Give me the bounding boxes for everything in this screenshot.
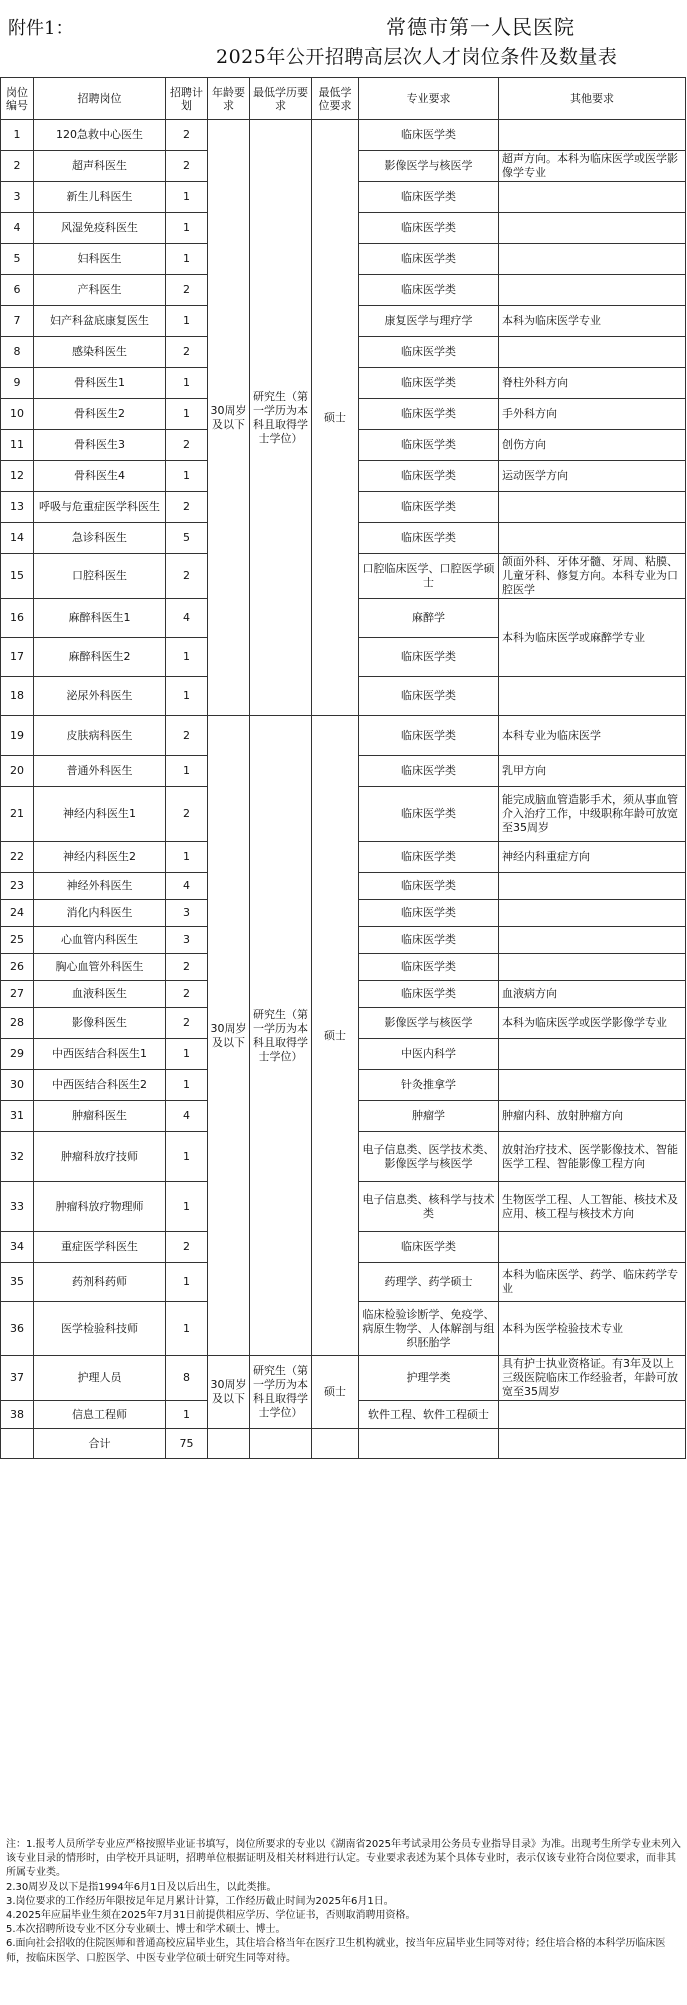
cell-other: [499, 337, 686, 368]
cell-plan: 1: [166, 677, 208, 716]
col-header-plan: 招聘计划: [166, 78, 208, 120]
cell-post: 神经内科医生1: [34, 787, 166, 842]
cell-plan: 1: [166, 368, 208, 399]
cell-post: 影像科医生: [34, 1008, 166, 1039]
cell-plan: 1: [166, 244, 208, 275]
cell-major: 临床医学类: [359, 716, 499, 756]
cell-other: 本科为临床医学或麻醉学专业: [499, 599, 686, 677]
footnote: 4.2025年应届毕业生须在2025年7月31日前提供相应学历、学位证书，否则取消聘用资格。: [6, 1910, 416, 1922]
cell-no: 1: [1, 120, 34, 151]
cell-plan: 2: [166, 120, 208, 151]
cell-education: 研究生（第一学历为本科且取得学士学位）: [250, 1356, 312, 1429]
cell-no: 2: [1, 151, 34, 182]
cell-no: 37: [1, 1356, 34, 1401]
cell-plan: 1: [166, 306, 208, 337]
cell-no: 10: [1, 399, 34, 430]
cell-no: 30: [1, 1070, 34, 1101]
cell-major: 口腔临床医学、口腔医学硕士: [359, 554, 499, 599]
cell-major: 临床医学类: [359, 677, 499, 716]
cell-empty: [250, 1429, 312, 1459]
cell-no: 35: [1, 1263, 34, 1302]
cell-plan: 2: [166, 554, 208, 599]
cell-other: 肿瘤内科、放射肿瘤方向: [499, 1101, 686, 1132]
footnote: 6.面向社会招收的住院医师和普通高校应届毕业生，其住培合格当年在医疗卫生机构就业，按当年应届毕业生同等对待；经住培合格的本科学历临床医师，按临床医学、口腔医学、中医专业学位硕士研究生同等对待。: [6, 1938, 666, 1964]
cell-plan: 2: [166, 954, 208, 981]
cell-no: 8: [1, 337, 34, 368]
cell-other: [499, 954, 686, 981]
cell-other: [499, 275, 686, 306]
cell-age: 30周岁及以下: [208, 716, 250, 1356]
cell-other: 运动医学方向: [499, 461, 686, 492]
cell-no: 28: [1, 1008, 34, 1039]
cell-no: 16: [1, 599, 34, 638]
cell-major: 电子信息类、核科学与技术类: [359, 1182, 499, 1232]
cell-plan: 1: [166, 1070, 208, 1101]
cell-no: 15: [1, 554, 34, 599]
table-total-row: [1, 1429, 686, 1459]
cell-plan: 2: [166, 1232, 208, 1263]
table-row: [1, 1356, 686, 1401]
cell-no: 3: [1, 182, 34, 213]
cell-no: 24: [1, 900, 34, 927]
cell-post: 心血管内科医生: [34, 927, 166, 954]
cell-post: 药剂科药师: [34, 1263, 166, 1302]
cell-major: 影像医学与核医学: [359, 1008, 499, 1039]
col-header-education: 最低学历要求: [250, 78, 312, 120]
cell-post: 产科医生: [34, 275, 166, 306]
footnote: 3.岗位要求的工作经历年限按足年足月累计计算，工作经历截止时间为2025年6月1日。: [6, 1895, 394, 1907]
cell-no: 34: [1, 1232, 34, 1263]
cell-post: 普通外科医生: [34, 756, 166, 787]
cell-major: 影像医学与核医学: [359, 151, 499, 182]
cell-plan: 3: [166, 927, 208, 954]
cell-plan: 5: [166, 523, 208, 554]
cell-major: 药理学、药学硕士: [359, 1263, 499, 1302]
cell-post: 医学检验科技师: [34, 1302, 166, 1356]
cell-other: 创伤方向: [499, 430, 686, 461]
cell-no: 31: [1, 1101, 34, 1132]
cell-post: 风湿免疫科医生: [34, 213, 166, 244]
cell-no: 21: [1, 787, 34, 842]
cell-plan: 8: [166, 1356, 208, 1401]
cell-post: 信息工程师: [34, 1401, 166, 1429]
cell-other: 本科为临床医学、药学、临床药学专业: [499, 1263, 686, 1302]
cell-plan: 3: [166, 900, 208, 927]
cell-no: 17: [1, 638, 34, 677]
positions-table: [0, 77, 686, 1459]
cell-major: 临床医学类: [359, 182, 499, 213]
cell-plan: 1: [166, 461, 208, 492]
cell-plan: 2: [166, 430, 208, 461]
cell-other: [499, 873, 686, 900]
cell-post: 中西医结合科医生2: [34, 1070, 166, 1101]
cell-plan: 1: [166, 1039, 208, 1070]
cell-major: 中医内科学: [359, 1039, 499, 1070]
cell-major: 临床医学类: [359, 399, 499, 430]
cell-empty: [1, 1429, 34, 1459]
cell-post: 骨科医生3: [34, 430, 166, 461]
cell-no: 11: [1, 430, 34, 461]
cell-major: 临床医学类: [359, 1232, 499, 1263]
cell-no: 6: [1, 275, 34, 306]
cell-no: 18: [1, 677, 34, 716]
col-header-degree: 最低学位要求: [312, 78, 359, 120]
cell-post: 肿瘤科医生: [34, 1101, 166, 1132]
cell-no: 29: [1, 1039, 34, 1070]
cell-post: 泌尿外科医生: [34, 677, 166, 716]
cell-major: 临床医学类: [359, 787, 499, 842]
cell-other: 血液病方向: [499, 981, 686, 1008]
cell-post: 妇科医生: [34, 244, 166, 275]
table-row: [1, 716, 686, 756]
page-title: 常德市第一人民医院: [386, 15, 575, 39]
cell-plan: 2: [166, 275, 208, 306]
cell-major: 临床医学类: [359, 756, 499, 787]
cell-no: 13: [1, 492, 34, 523]
cell-other: 乳甲方向: [499, 756, 686, 787]
cell-other: [499, 213, 686, 244]
cell-major: 软件工程、软件工程硕士: [359, 1401, 499, 1429]
cell-other: 具有护士执业资格证。有3年及以上三级医院临床工作经验者，年龄可放宽至35周岁: [499, 1356, 686, 1401]
cell-post: 超声科医生: [34, 151, 166, 182]
cell-major: 临床医学类: [359, 213, 499, 244]
total-plan: 75: [166, 1429, 208, 1459]
cell-other: 颌面外科、牙体牙髓、牙周、粘膜、儿童牙科、修复方向。本科专业为口腔医学: [499, 554, 686, 599]
cell-other: 超声方向。本科为临床医学或医学影像学专业: [499, 151, 686, 182]
cell-other: [499, 900, 686, 927]
cell-empty: [312, 1429, 359, 1459]
cell-post: 120急救中心医生: [34, 120, 166, 151]
cell-plan: 1: [166, 182, 208, 213]
footnotes: [6, 1838, 681, 1966]
cell-major: 临床医学类: [359, 368, 499, 399]
table-row: [1, 120, 686, 151]
cell-plan: 4: [166, 873, 208, 900]
cell-other: 能完成脑血管造影手术，须从事血管介入治疗工作，中级职称年龄可放宽至35周岁: [499, 787, 686, 842]
cell-post: 胸心血管外科医生: [34, 954, 166, 981]
col-header-other: 其他要求: [499, 78, 686, 120]
cell-major: 临床医学类: [359, 492, 499, 523]
cell-major: 临床医学类: [359, 523, 499, 554]
cell-major: 临床检验诊断学、免疫学、病原生物学、人体解剖与组织胚胎学: [359, 1302, 499, 1356]
cell-major: 临床医学类: [359, 900, 499, 927]
cell-other: [499, 1232, 686, 1263]
cell-age: 30周岁及以下: [208, 1356, 250, 1429]
cell-no: 27: [1, 981, 34, 1008]
col-header-post: 招聘岗位: [34, 78, 166, 120]
footnote: 注：1.报考人员所学专业应严格按照毕业证书填写，岗位所要求的专业以《湖南省2025年考试录用公务员专业指导目录》为准。出现考生所学专业未列入该专业目录的情形时，由学校开具证明，招聘单位根据证明及相关材料进行认定。专业要求表述为某个具体专业时，表示仅该专业符合岗位要求，而非其所属专业类。: [6, 1839, 681, 1879]
cell-major: 临床医学类: [359, 954, 499, 981]
footnote: 2.30周岁及以下是指1994年6月1日及以后出生，以此类推。: [6, 1881, 277, 1893]
cell-major: 临床医学类: [359, 275, 499, 306]
cell-no: 9: [1, 368, 34, 399]
cell-post: 骨科医生4: [34, 461, 166, 492]
cell-post: 肿瘤科放疗物理师: [34, 1182, 166, 1232]
cell-post: 神经内科医生2: [34, 842, 166, 873]
cell-major: 临床医学类: [359, 244, 499, 275]
cell-plan: 4: [166, 599, 208, 638]
cell-post: 中西医结合科医生1: [34, 1039, 166, 1070]
cell-major: 临床医学类: [359, 430, 499, 461]
cell-other: 本科为临床医学专业: [499, 306, 686, 337]
page-subtitle: 2025年公开招聘高层次人才岗位条件及数量表: [216, 46, 618, 68]
cell-no: 38: [1, 1401, 34, 1429]
cell-post: 麻醉科医生1: [34, 599, 166, 638]
cell-other: 脊柱外科方向: [499, 368, 686, 399]
cell-major: 临床医学类: [359, 638, 499, 677]
cell-no: 36: [1, 1302, 34, 1356]
col-header-major: 专业要求: [359, 78, 499, 120]
cell-no: 19: [1, 716, 34, 756]
cell-plan: 4: [166, 1101, 208, 1132]
cell-other: [499, 677, 686, 716]
cell-other: [499, 927, 686, 954]
cell-post: 新生儿科医生: [34, 182, 166, 213]
cell-empty: [359, 1429, 499, 1459]
cell-major: 临床医学类: [359, 927, 499, 954]
cell-plan: 1: [166, 213, 208, 244]
cell-post: 呼吸与危重症医学科医生: [34, 492, 166, 523]
cell-post: 血液科医生: [34, 981, 166, 1008]
cell-plan: 1: [166, 1401, 208, 1429]
cell-plan: 1: [166, 399, 208, 430]
cell-post: 妇产科盆底康复医生: [34, 306, 166, 337]
cell-no: 7: [1, 306, 34, 337]
cell-post: 皮肤病科医生: [34, 716, 166, 756]
cell-plan: 2: [166, 981, 208, 1008]
cell-plan: 1: [166, 842, 208, 873]
cell-other: 本科专业为临床医学: [499, 716, 686, 756]
cell-plan: 2: [166, 337, 208, 368]
cell-no: 26: [1, 954, 34, 981]
cell-major: 临床医学类: [359, 842, 499, 873]
cell-major: 临床医学类: [359, 461, 499, 492]
cell-empty: [208, 1429, 250, 1459]
cell-post: 护理人员: [34, 1356, 166, 1401]
cell-other: [499, 492, 686, 523]
cell-other: 放射治疗技术、医学影像技术、智能医学工程、智能影像工程方向: [499, 1132, 686, 1182]
cell-post: 感染科医生: [34, 337, 166, 368]
cell-other: [499, 1070, 686, 1101]
cell-post: 肿瘤科放疗技师: [34, 1132, 166, 1182]
total-label: 合计: [34, 1429, 166, 1459]
cell-post: 重症医学科医生: [34, 1232, 166, 1263]
cell-no: 14: [1, 523, 34, 554]
cell-other: [499, 1401, 686, 1429]
cell-plan: 2: [166, 1008, 208, 1039]
cell-no: 33: [1, 1182, 34, 1232]
cell-other: 手外科方向: [499, 399, 686, 430]
cell-plan: 1: [166, 1302, 208, 1356]
table-header-row: [1, 78, 686, 120]
footnote: 5.本次招聘所设专业不区分专业硕士、博士和学术硕士、博士。: [6, 1924, 286, 1936]
cell-major: 临床医学类: [359, 337, 499, 368]
cell-plan: 1: [166, 1263, 208, 1302]
cell-major: 临床医学类: [359, 981, 499, 1008]
cell-other: 本科为医学检验技术专业: [499, 1302, 686, 1356]
cell-degree: 硕士: [312, 1356, 359, 1429]
cell-no: 5: [1, 244, 34, 275]
cell-post: 神经外科医生: [34, 873, 166, 900]
cell-other: [499, 244, 686, 275]
col-header-age: 年龄要求: [208, 78, 250, 120]
cell-no: 22: [1, 842, 34, 873]
cell-other: [499, 1039, 686, 1070]
cell-major: 临床医学类: [359, 120, 499, 151]
cell-post: 口腔科医生: [34, 554, 166, 599]
cell-plan: 1: [166, 638, 208, 677]
cell-plan: 1: [166, 1182, 208, 1232]
cell-no: 20: [1, 756, 34, 787]
cell-empty: [499, 1429, 686, 1459]
cell-plan: 2: [166, 716, 208, 756]
cell-post: 急诊科医生: [34, 523, 166, 554]
cell-major: 临床医学类: [359, 873, 499, 900]
cell-no: 12: [1, 461, 34, 492]
attachment-label: 附件1：: [8, 18, 74, 39]
cell-no: 32: [1, 1132, 34, 1182]
cell-post: 麻醉科医生2: [34, 638, 166, 677]
cell-no: 23: [1, 873, 34, 900]
cell-other: [499, 120, 686, 151]
cell-plan: 1: [166, 1132, 208, 1182]
table-body: [1, 120, 686, 1459]
cell-major: 电子信息类、医学技术类、影像医学与核医学: [359, 1132, 499, 1182]
cell-other: 神经内科重症方向: [499, 842, 686, 873]
cell-no: 4: [1, 213, 34, 244]
cell-post: 骨科医生2: [34, 399, 166, 430]
cell-education: 研究生（第一学历为本科且取得学士学位）: [250, 120, 312, 716]
cell-other: 本科为临床医学或医学影像学专业: [499, 1008, 686, 1039]
cell-plan: 1: [166, 756, 208, 787]
cell-post: 骨科医生1: [34, 368, 166, 399]
col-header-no: 岗位编号: [1, 78, 34, 120]
cell-major: 康复医学与理疗学: [359, 306, 499, 337]
cell-education: 研究生（第一学历为本科且取得学士学位）: [250, 716, 312, 1356]
cell-major: 肿瘤学: [359, 1101, 499, 1132]
cell-major: 针灸推拿学: [359, 1070, 499, 1101]
cell-no: 25: [1, 927, 34, 954]
cell-plan: 2: [166, 151, 208, 182]
cell-other: [499, 182, 686, 213]
cell-age: 30周岁及以下: [208, 120, 250, 716]
cell-major: 麻醉学: [359, 599, 499, 638]
cell-other: 生物医学工程、人工智能、核技术及应用、核工程与核技术方向: [499, 1182, 686, 1232]
cell-degree: 硕士: [312, 120, 359, 716]
cell-major: 护理学类: [359, 1356, 499, 1401]
cell-other: [499, 523, 686, 554]
cell-post: 消化内科医生: [34, 900, 166, 927]
cell-degree: 硕士: [312, 716, 359, 1356]
cell-plan: 2: [166, 492, 208, 523]
cell-plan: 2: [166, 787, 208, 842]
